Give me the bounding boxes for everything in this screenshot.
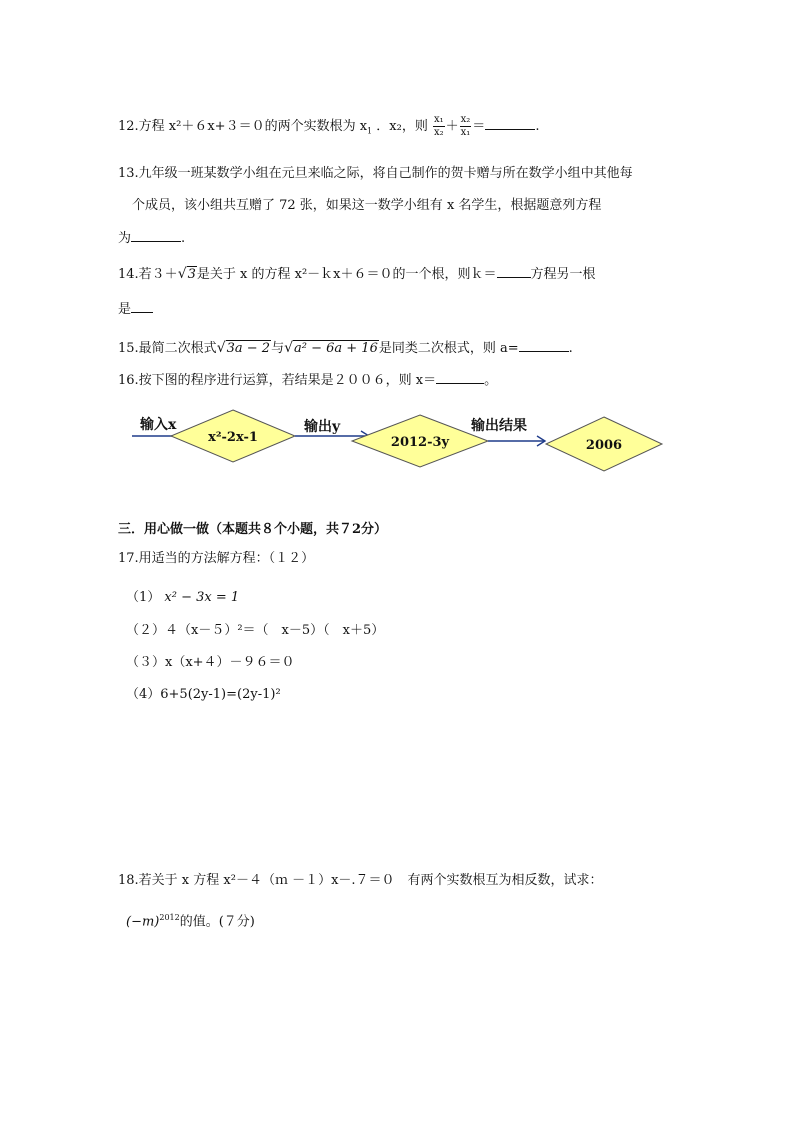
q18-end: 的值。(７分): [179, 914, 255, 930]
question-16: [118, 371, 497, 390]
question-13-line1: 13.九年级一班某数学小组在元旦来临之际，将自己制作的贺卡赠与所在数学小组中其他每: [118, 166, 633, 181]
q17-part-3: （３）x（x+４）－９６＝０: [126, 655, 295, 670]
section-3-title: 三．用心做一做（本题共８个小题，共７2分）: [118, 522, 388, 537]
box3-result: 2006: [585, 438, 623, 453]
q15-mid: 与: [271, 341, 285, 356]
q17-part-1: [126, 589, 239, 607]
q14-suffix: 方程另一根: [530, 267, 596, 282]
q17-part-1-equation: x² − 3x = 1: [164, 590, 240, 605]
q12-dot: ．x₂，则: [376, 119, 428, 134]
q17-part-2: （２）４（x－５）²＝（ x－5）（ x＋5）: [126, 623, 385, 638]
arrow-output-result: [488, 436, 545, 446]
q13-line3-text: 为: [118, 231, 132, 246]
label-input-x: 输入x: [140, 417, 177, 433]
q12-plus: ＋: [445, 119, 459, 134]
question-17-title: 17.用适当的方法解方程：（１２）: [118, 551, 315, 566]
x1-subscript: 1: [367, 126, 373, 136]
answer-blank-12[interactable]: [485, 117, 535, 130]
fraction-x1-over-x2: $\frac{\text{x₁}}{\text{x₂}}$: [433, 114, 444, 138]
q14-mid: 是关于 x 的方程 x²－ｋx＋６＝０的一个根，则ｋ＝: [196, 267, 497, 282]
answer-blank-13[interactable]: [131, 229, 181, 242]
question-13-line3: [118, 229, 185, 248]
fraction-x2-over-x1: $\frac{\text{x₂}}{\text{x₁}}$: [460, 114, 471, 138]
question-13-line2: 个成员，该小组共互赠了 72 张，如果这一数学小组有 x 名学生，根据题意列方程: [132, 198, 602, 213]
question-14-line1: [118, 265, 596, 284]
q15-prefix: 15.最简二次根式: [118, 341, 217, 356]
q18-exponent: 2012: [159, 913, 180, 922]
q16-end: 。: [484, 373, 498, 388]
question-18-line2: [126, 909, 255, 931]
label-output-y: 输出y: [304, 419, 341, 435]
question-18-line1: 18.若关于 x 方程 x²－４（ｍ －１）x－.７＝０ 有两个实数根互为相反数，试求：: [118, 873, 603, 888]
sqrt-3a-minus-2: √3a − 2: [216, 340, 271, 356]
sqrt-3: √3: [177, 266, 196, 282]
q12-equals: ＝: [472, 119, 486, 134]
q15-suffix: 是同类二次根式，则 a=: [378, 341, 519, 356]
box1-expression: x²-2x-1: [208, 430, 258, 445]
q13-end: .: [181, 231, 186, 246]
q18-expression: (−m): [126, 914, 160, 930]
label-output-result: 输出结果: [471, 418, 527, 434]
q12-prefix: 12.方程 x²＋６x+３＝０的两个实数根为 x: [118, 119, 368, 134]
question-12: [118, 114, 539, 141]
q15-end: .: [568, 341, 573, 356]
answer-blank-14b[interactable]: [131, 300, 153, 313]
box2-expression: 2012-3y: [390, 435, 450, 450]
answer-blank-15[interactable]: [519, 339, 569, 352]
q14-prefix: 14.若３＋: [118, 267, 178, 282]
question-15: [118, 339, 573, 358]
answer-blank-16[interactable]: [436, 371, 484, 384]
sqrt-a2-minus-6a-plus-16: √a² − 6a + 16: [284, 340, 378, 356]
q17-part-4: （4）6+5(2y-1)=(2y-1)²: [126, 687, 281, 702]
q12-end: .: [535, 119, 540, 134]
program-flow-diagram: [128, 405, 688, 485]
q16-text: 16.按下图的程序进行运算，若结果是２００６，则 x＝: [118, 373, 437, 388]
q17-part-1-label: （1）: [126, 590, 161, 605]
question-14-line2: [118, 300, 153, 319]
q14-line2-text: 是: [118, 302, 132, 317]
answer-blank-14a[interactable]: [497, 265, 531, 278]
